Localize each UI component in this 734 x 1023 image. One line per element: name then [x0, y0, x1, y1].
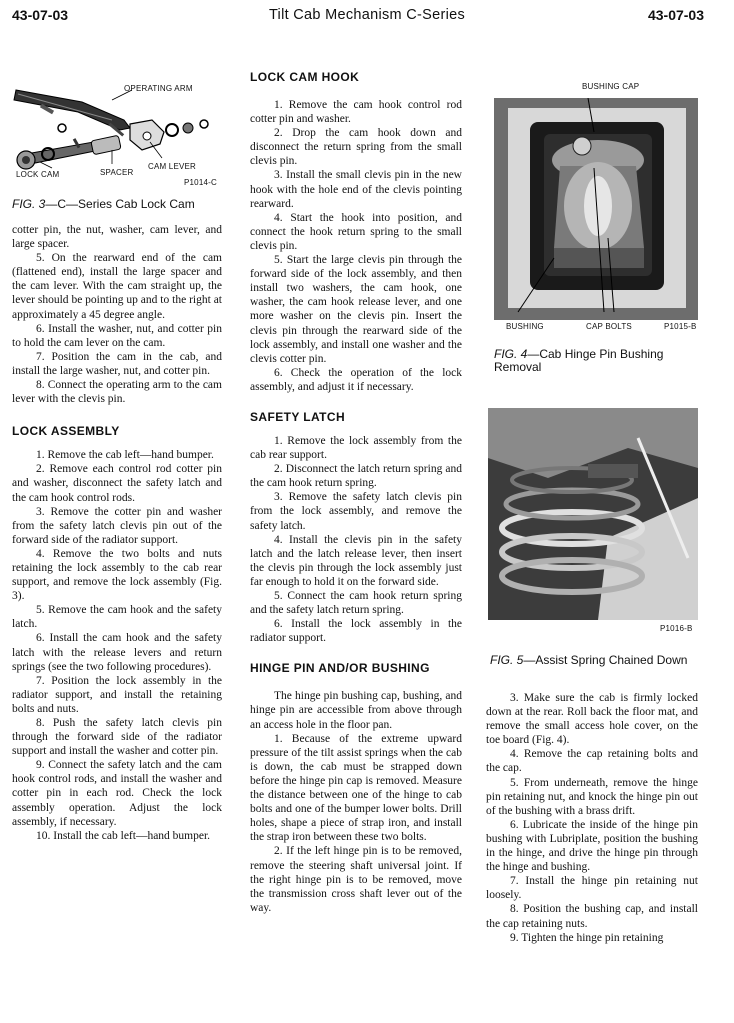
paragraph: 5. Connect the cam hook return spring and the safety latch return spring. [250, 590, 462, 617]
paragraph: 5. From underneath, remove the hinge pin retaining nut, and knock the hinge pin out of the bushing with a brass drift. [486, 776, 698, 817]
label-spacer: SPACER [100, 168, 134, 177]
label-cam-lever: CAM LEVER [148, 162, 197, 171]
label-lock-cam: LOCK CAM [16, 170, 60, 179]
paragraph: 2. If the left hinge pin is to be removed, remove the steering shaft universal joint. If the right hinge pin is to be removed, move the transmission cross shaft lever out of the way. [250, 845, 462, 914]
paragraph: 6. Lubricate the inside of the hinge pin bushing with Lubriplate, position the bushing in the hinge, and drive the hinge pin through the hinge and bushing. [486, 818, 698, 874]
page-number-left: 43-07-03 [12, 7, 69, 23]
paragraph: 3. Install the small clevis pin in the new hook with the hole end of the clevis pointing rearward. [250, 169, 462, 210]
hinge-pin-photo [494, 98, 698, 320]
paragraph: 1. Remove the cab left—hand bumper. [36, 449, 214, 462]
label-bushing: BUSHING [506, 322, 544, 331]
figure-code: P1014-C [184, 178, 217, 187]
figure-3 [12, 80, 222, 190]
page-number-right: 43-07-03 [647, 7, 704, 23]
figure-4-caption: FIG. 4—Cab Hinge Pin Bushing Removal [494, 347, 664, 374]
figure-3-caption: FIG. 3—C—Series Cab Lock Cam [12, 197, 195, 211]
paragraph: 6. Install the washer, nut, and cotter pin to hold the cam lever on the cam. [12, 322, 222, 349]
section-heading: SAFETY LATCH [250, 409, 346, 424]
paragraph: 6. Install the lock assembly in the radiator support. [250, 618, 462, 645]
paragraph: 1. Remove the cam hook control rod cotter pin and washer. [250, 99, 462, 126]
figure-5-caption: FIG. 5—Assist Spring Chained Down [490, 653, 688, 667]
assist-spring-photo-art [488, 408, 698, 620]
figure-code: P1016-B [660, 624, 693, 633]
label-cap-bolts: CAP BOLTS [586, 322, 632, 331]
paragraph: 5. Start the large clevis pin through the forward side of the lock assembly, and then install two washers, the cam hook, one washer, the cam hook release lever, and one more washer on the clevis pin. Insert the clevis pin through the rearward side of the lock assembly, and install one washer and the clevis cotter pin. [250, 254, 462, 365]
paragraph: The hinge pin bushing cap, bushing, and hinge pin are accessible from above through an access hole in the floor pan. [250, 690, 462, 731]
paragraph: 6. Check the operation of the lock assembly, and adjust it if necessary. [250, 366, 462, 393]
column-left [12, 80, 222, 843]
paragraph: 5. Remove the cam hook and the safety latch. [12, 604, 222, 631]
paragraph: 4. Remove the cap retaining bolts and the cap. [486, 748, 698, 775]
paragraph: 7. Position the cam in the cab, and install the large washer, nut, and cotter pin. [12, 350, 222, 377]
figure-code: P1015-B [664, 322, 697, 331]
paragraph: 1. Remove the lock assembly from the cab rear support. [250, 434, 462, 462]
paragraph: 9. Connect the safety latch and the cam hook control rods, and install the washer and cotter pin in each rod. Check the lock assembly operation. Adjust the lock assembly, if necessary. [12, 759, 222, 828]
label-bushing-cap: BUSHING CAP [582, 82, 640, 91]
paragraph: 4. Remove the two bolts and nuts retaining the lock assembly to the cab rear support, and remove the lock assembly (Fig. 3). [12, 547, 222, 603]
section-heading: HINGE PIN AND/OR BUSHING [250, 661, 430, 676]
paragraph: 3. Remove the safety latch clevis pin from the lock assembly, and remove the safety latch. [250, 491, 462, 532]
column-right [486, 78, 698, 945]
hinge-pin-photo-art [494, 98, 698, 320]
paragraph: 1. Because of the extreme upward pressure of the tilt assist springs when the cab is down, the cab must be strapped down before the hinge pin cap is removed. Measure the distance between one of the hinge to cab bolts and one of the bumper lower bolts. Drill holes, shape a piece of strap iron, and install the strap iron between these two bolts. [250, 732, 462, 844]
paragraph: 8. Push the safety latch clevis pin through the forward side of the radiator support and install the washer and cotter pin. [12, 717, 222, 758]
paragraph: 6. Install the cam hook and the safety latch with the release levers and return springs (see the two following procedures). [12, 632, 222, 673]
section-heading: LOCK CAM HOOK [250, 70, 360, 84]
paragraph: 8. Position the bushing cap, and install the cap retaining nuts. [486, 903, 698, 930]
figure-5 [486, 408, 698, 648]
page-title: Tilt Cab Mechanism C-Series [268, 7, 466, 23]
paragraph: 2. Disconnect the latch return spring and the cam hook return spring. [250, 463, 462, 490]
paragraph: 4. Install the clevis pin in the safety latch and the latch release lever, then insert the clevis pin through the lock assembly just far enough to hold it on the forward side. [250, 533, 462, 588]
paragraph: 10. Install the cab left—hand bumper. [36, 829, 211, 842]
paragraph: 7. Position the lock assembly in the radiator support, and install the retaining bolts and nuts. [12, 674, 222, 715]
paragraph: 2. Drop the cam hook down and disconnect the return spring from the small clevis pin. [250, 127, 462, 168]
paragraph: 8. Connect the operating arm to the cam lever with the clevis pin. [12, 379, 222, 406]
section-heading: LOCK ASSEMBLY [12, 424, 120, 439]
paragraph: 9. Tighten the hinge pin retaining [510, 931, 664, 944]
paragraph: 5. On the rearward end of the cam (flattened end), install the large spacer and the cam lever. With the cam straight up, the lever should be pointing up and to the right at approximately a 45 degree angle. [12, 252, 222, 321]
paragraph: 2. Remove each control rod cotter pin and washer, disconnect the safety latch and the cam hook control rods. [12, 463, 222, 504]
paragraph: 7. Install the hinge pin retaining nut loosely. [486, 875, 698, 902]
column-middle [250, 70, 462, 915]
paragraph: 3. Remove the cotter pin and washer from the safety latch clevis pin out of the forward side of the radiator support. [12, 505, 222, 546]
paragraph: 3. Make sure the cab is firmly locked down at the rear. Roll back the floor mat, and remove the small access hole cover, on the toe board (Fig. 4). [486, 692, 698, 747]
assist-spring-photo [488, 408, 698, 620]
paragraph: cotter pin, the nut, washer, cam lever, and large spacer. [12, 224, 222, 251]
label-operating-arm: OPERATING ARM [124, 84, 193, 93]
figure-4 [486, 78, 698, 340]
paragraph: 4. Start the hook into position, and connect the hook return spring to the small clevis pin. [250, 211, 462, 252]
